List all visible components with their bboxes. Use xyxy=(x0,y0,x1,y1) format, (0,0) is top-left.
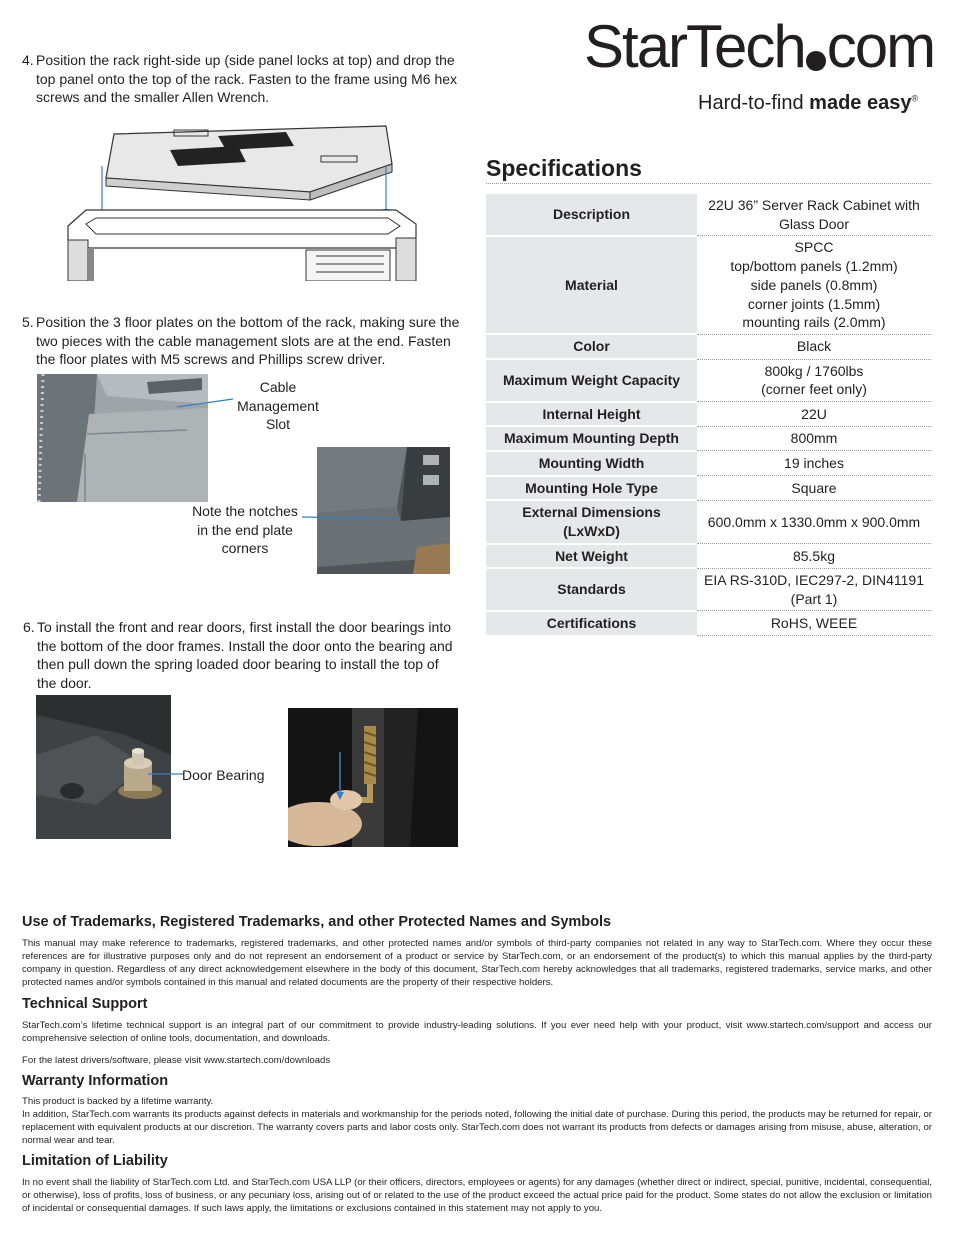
spec-key xyxy=(486,334,697,359)
spec-key xyxy=(486,544,697,569)
caption-line: corners xyxy=(221,540,269,557)
spec-value-line: (Part 1) xyxy=(790,590,838,607)
spec-key-line: (LxWxD) xyxy=(563,523,620,540)
step-number: 4. xyxy=(22,52,34,68)
warranty-heading: Warranty Information xyxy=(22,1073,169,1089)
spec-key-line: Certifications xyxy=(546,614,637,631)
spec-key-line: Description xyxy=(552,206,630,223)
specifications-rule xyxy=(486,183,931,184)
cable-management-slot-caption xyxy=(228,378,328,434)
spec-value xyxy=(697,402,931,427)
technical-support-body: StarTech.com’s lifetime technical support is an integral part of our commitment to provide industry-leading solutions. If you ever need help with your product, visit www.startech.com/support and access our comprehensive selection of online tools, documentation, and downloads. xyxy=(22,1020,932,1044)
spring-bearing-photo xyxy=(288,708,458,847)
spec-row xyxy=(486,451,931,476)
spec-key xyxy=(486,359,697,401)
spec-value-line: 22U 36” Server Rack Cabinet with xyxy=(708,197,920,213)
spec-value xyxy=(697,611,931,636)
warranty-body-detail: In addition, StarTech.com warrants its products against defects in materials and workmanship for the periods noted, following the initial date of purchase. During this period, the products may be returned for repair, or replacement with equivalent products at our discretion. The warranty covers parts and labor costs only. StarTech.com does not warrant its products from defects or damages arising from misuse, abuse, alteration, or normal wear and tear. xyxy=(22,1109,932,1146)
spec-key xyxy=(486,236,697,335)
spec-value-line: EIA RS-310D, IEC297-2, DIN41191 xyxy=(704,571,924,588)
spec-row xyxy=(486,500,931,543)
cable-slot-callout-line xyxy=(175,396,235,410)
floor-plate-photo xyxy=(37,374,208,502)
spec-row xyxy=(486,544,931,569)
logo-com-text: com xyxy=(826,13,935,80)
spec-value-line: corner joints (1.5mm) xyxy=(747,295,881,312)
spec-value xyxy=(697,476,931,501)
spec-value xyxy=(697,359,931,401)
spec-value-line: 800mm xyxy=(790,430,838,447)
spec-key-line: Internal Height xyxy=(542,405,641,422)
step-number: 6. xyxy=(23,619,35,635)
spec-row xyxy=(486,402,931,427)
spec-key-line: Mounting Width xyxy=(538,454,645,471)
spec-key xyxy=(486,500,697,543)
spec-key-line: Color xyxy=(573,338,610,355)
spec-key-line: Net Weight xyxy=(555,547,628,564)
spec-key-line: External Dimensions xyxy=(522,504,661,521)
spec-row xyxy=(486,359,931,401)
spec-key xyxy=(486,194,697,236)
step-4 xyxy=(22,51,462,107)
spec-value xyxy=(697,236,931,335)
spec-value-line: RoHS, WEEE xyxy=(770,614,858,631)
spec-value xyxy=(697,426,931,451)
spec-key-line: Material xyxy=(565,276,618,293)
spec-key-line: Mounting Hole Type xyxy=(525,479,658,496)
door-bearing-caption: Door Bearing xyxy=(182,767,265,783)
logo-startech-text: StarTech xyxy=(584,13,805,80)
step-6 xyxy=(23,618,453,693)
spec-value xyxy=(697,451,931,476)
spec-value-line: top/bottom panels (1.2mm) xyxy=(730,258,898,275)
step-number: 5. xyxy=(22,314,34,330)
spec-value-line: 19 inches xyxy=(784,454,844,471)
spec-key xyxy=(486,426,697,451)
spec-row xyxy=(486,611,931,636)
notches-caption xyxy=(185,502,305,558)
step-5 xyxy=(22,313,462,369)
registered-mark: ® xyxy=(911,93,919,104)
step-text: To install the front and rear doors, first install the door bearings into the bottom of the door frames. Install the door onto the bearing and then pull down the spring loaded door bearing to install the top of the door. xyxy=(37,619,453,692)
spec-value-line: Black xyxy=(796,338,832,355)
caption-line: Note the notches xyxy=(192,503,298,519)
spec-value xyxy=(697,194,931,236)
spec-key xyxy=(486,402,697,427)
spec-key-line: Maximum Mounting Depth xyxy=(504,430,679,447)
step-text: Position the 3 floor plates on the bottom of the rack, making sure the two pieces with the cable management slots are at the end. Fasten the floor plates with M5 screws and Phillips screw driver. xyxy=(36,314,460,368)
liability-heading: Limitation of Liability xyxy=(22,1153,168,1169)
spec-key-line: Maximum Weight Capacity xyxy=(502,371,681,388)
tagline-bold: made easy xyxy=(809,92,912,114)
spec-value xyxy=(697,500,931,543)
spec-value-line: 22U xyxy=(801,405,827,422)
spec-value-line: 600.0mm x 1330.0mm x 900.0mm xyxy=(707,513,921,530)
tagline-light: Hard-to-find xyxy=(698,92,810,114)
spec-value-line: Glass Door xyxy=(778,215,850,232)
trademarks-heading: Use of Trademarks, Registered Trademarks, and other Protected Names and Symbols xyxy=(22,914,612,930)
spec-row xyxy=(486,476,931,501)
caption-line: in the end plate xyxy=(197,521,293,538)
end-plate-notch-photo xyxy=(317,447,450,574)
notch-callout-line xyxy=(300,512,400,522)
spec-value xyxy=(697,568,931,610)
spec-value-line: 85.5kg xyxy=(792,547,836,564)
spec-key xyxy=(486,568,697,610)
caption-line: Slot xyxy=(265,416,291,433)
caption-line: Cable xyxy=(259,379,297,395)
trademarks-body: This manual may make reference to trademarks, registered trademarks, and other protected names and/or symbols of third-party companies not related in any way to StarTech.com. Where they occur these references are for illustrative purposes only and do not represent an endorsement of a product or service by StarTech.com, or an endorsement of the product(s) to which this manual applies by the third-party company in question. Regardless of any direct acknowledgement elsewhere in the body of this document, StarTech.com hereby acknowledges that all trademarks, registered trademarks, service marks, and other protected names and/or symbols contained in this manual and related documents are the property of their respective holders. xyxy=(22,938,932,988)
warranty-body: This product is backed by a lifetime warranty. xyxy=(22,1096,214,1107)
logo-tagline xyxy=(698,92,918,115)
startech-logo xyxy=(584,12,934,82)
spec-value-line: 800kg / 1760lbs xyxy=(764,362,864,379)
spec-value xyxy=(697,334,931,359)
spec-row xyxy=(486,568,931,610)
technical-support-downloads: For the latest drivers/software, please visit www.startech.com/downloads xyxy=(22,1055,331,1066)
spec-row xyxy=(486,426,931,451)
spec-key xyxy=(486,611,697,636)
specifications-table xyxy=(486,194,931,637)
spec-key-line: Standards xyxy=(557,581,626,598)
spec-value xyxy=(697,544,931,569)
spec-value-line: mounting rails (2.0mm) xyxy=(742,314,886,331)
specifications-title: Specifications xyxy=(486,155,642,181)
liability-body: In no event shall the liability of StarTech.com Ltd. and StarTech.com USA LLP (or their officers, directors, employees or agents) for any damages (whether direct or indirect, special, punitive, incidental, consequential, or otherwise), loss of profits, loss of business, or any pecuniary loss, arising out of or related to the use of the product exceed the actual price paid for the product. Some states do not allow the exclusion or limitation of incidental or consequential damages. If such laws apply, the limitations or exclusions contained in this statement may not apply to you. xyxy=(22,1177,932,1214)
step-text: Position the rack right-side up (side panel locks at top) and drop the top panel onto the top of the rack. Fasten to the frame using M6 hex screws and the smaller Allen Wrench. xyxy=(36,52,458,106)
spec-value-line: side panels (0.8mm) xyxy=(750,276,878,293)
spec-value-line: SPCC xyxy=(794,239,834,256)
technical-support-heading: Technical Support xyxy=(22,996,148,1012)
spec-value-line: Square xyxy=(791,479,837,496)
spec-row xyxy=(486,194,931,236)
spec-row xyxy=(486,236,931,335)
spec-key xyxy=(486,451,697,476)
logo-dot xyxy=(806,51,826,71)
caption-line: Management xyxy=(237,397,319,414)
door-bearing-callout-line xyxy=(146,766,186,780)
spec-key xyxy=(486,476,697,501)
spec-value-line: (corner feet only) xyxy=(761,381,867,398)
spec-row xyxy=(486,334,931,359)
rack-top-panel-illustration xyxy=(66,116,426,281)
